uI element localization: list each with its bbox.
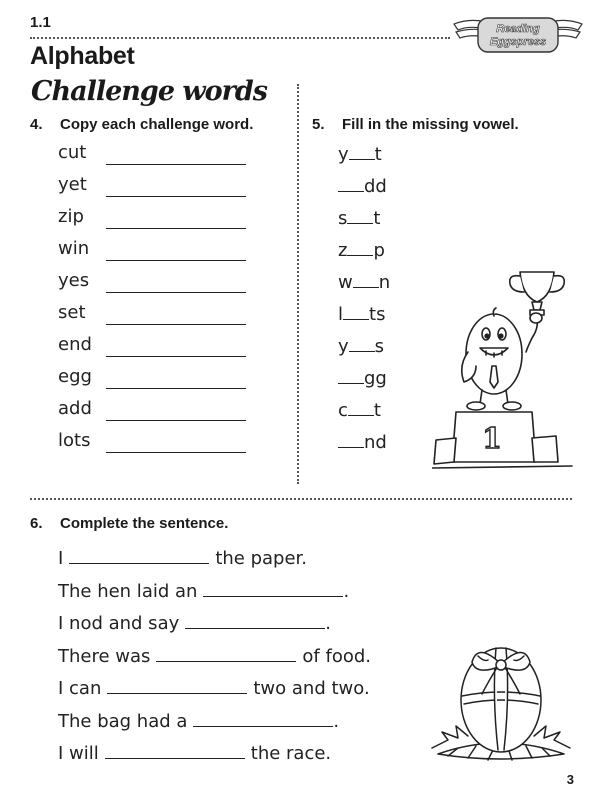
q5-item-before: c — [338, 400, 348, 421]
q4-heading — [30, 116, 253, 133]
q6-number: 6. — [30, 515, 43, 532]
q6-sentence-start: The bag had a — [58, 710, 188, 732]
q6-sentence-end: of food. — [302, 645, 372, 667]
q6-sentence-start: I nod and say — [58, 613, 180, 634]
q5-heading — [312, 116, 519, 133]
q4-answer-line[interactable] — [106, 228, 246, 229]
q4-word: end — [58, 334, 92, 355]
q5-item-before: z — [338, 240, 348, 261]
q6-sentence-end: . — [343, 580, 350, 602]
q4-instruction: Copy each challenge word. — [60, 116, 254, 133]
q6-answer-blank[interactable] — [185, 614, 325, 629]
q6-sentence-start: The hen laid an — [58, 580, 198, 602]
q5-item-before: y — [338, 336, 349, 357]
q5-item — [338, 240, 385, 261]
q4-answer-line[interactable] — [106, 292, 246, 293]
q6-sentence-end: . — [333, 710, 340, 732]
q4-word: zip — [58, 206, 84, 227]
q6-sentence-start: I can — [58, 678, 102, 699]
q6-sentence — [58, 646, 371, 667]
q6-answer-blank[interactable] — [203, 582, 343, 597]
q6-answer-blank[interactable] — [105, 744, 245, 759]
q5-vowel-blank[interactable] — [338, 369, 364, 384]
q4-answer-line[interactable] — [106, 356, 246, 357]
q5-item — [338, 304, 385, 325]
q6-sentence — [58, 581, 349, 602]
q6-heading — [30, 515, 228, 532]
podium-number: 1 — [482, 422, 502, 455]
q6-sentence-end: . — [325, 613, 331, 634]
top-dotted-rule — [30, 37, 450, 39]
q5-item-after: gg — [364, 368, 387, 389]
q5-vowel-blank[interactable] — [349, 337, 375, 352]
q4-answer-line[interactable] — [106, 388, 246, 389]
q5-vowel-blank[interactable] — [338, 433, 364, 448]
trophy-egg-illustration — [432, 262, 574, 480]
q6-sentence-end: two and two. — [253, 678, 370, 699]
q4-answer-line[interactable] — [106, 260, 246, 261]
q5-item-after: p — [373, 240, 385, 261]
q5-item-after: t — [374, 144, 382, 165]
q5-item — [338, 144, 382, 165]
q4-number: 4. — [30, 116, 43, 133]
q5-item-before: y — [338, 144, 349, 165]
q5-item — [338, 208, 380, 229]
logo-line1: Reading — [496, 23, 540, 35]
page-subtitle: Challenge words — [31, 76, 267, 107]
q6-answer-blank[interactable] — [193, 712, 333, 727]
q4-answer-line[interactable] — [106, 452, 246, 453]
q5-item-after: dd — [364, 176, 387, 197]
q5-item — [338, 368, 387, 389]
q4-answer-line[interactable] — [106, 324, 246, 325]
q6-sentence-end: the race. — [250, 743, 332, 764]
q5-item-after: t — [373, 208, 381, 229]
q5-item-after: ts — [369, 304, 386, 325]
q6-sentence-start: I — [58, 548, 64, 569]
q5-item — [338, 432, 387, 453]
page-number: 3 — [566, 772, 574, 787]
q5-item-after: t — [373, 400, 381, 421]
q4-word: egg — [58, 366, 92, 387]
q6-answer-blank[interactable] — [107, 679, 247, 694]
q4-word: lots — [58, 430, 91, 451]
reading-eggspress-logo — [450, 10, 586, 60]
q4-answer-line[interactable] — [106, 420, 246, 421]
q4-word: yet — [58, 174, 87, 195]
q4-word: set — [58, 302, 86, 323]
q6-answer-blank[interactable] — [69, 549, 209, 564]
section-dotted-rule — [30, 498, 572, 500]
q5-item-before: l — [338, 304, 344, 325]
q5-vowel-blank[interactable] — [347, 241, 373, 256]
q4-word: yes — [58, 270, 90, 291]
q6-sentence-start: There was — [58, 645, 151, 667]
egg-bow-illustration — [428, 636, 574, 764]
q5-instruction: Fill in the missing vowel. — [342, 116, 519, 133]
q5-item-before: s — [338, 208, 348, 229]
q5-item-before: w — [338, 272, 353, 293]
q6-sentence — [58, 743, 331, 764]
q4-word: add — [58, 398, 92, 419]
q5-item — [338, 400, 381, 421]
logo-line2: Eggspress — [489, 36, 547, 48]
unit-number: 1.1 — [30, 14, 51, 31]
q6-sentence-end: the paper. — [215, 548, 307, 569]
q6-sentence — [58, 613, 331, 634]
q6-sentence — [58, 711, 339, 732]
q5-vowel-blank[interactable] — [348, 401, 374, 416]
q6-sentence — [58, 678, 370, 699]
q5-vowel-blank[interactable] — [338, 177, 364, 192]
q6-sentence — [58, 548, 307, 569]
q6-instruction: Complete the sentence. — [60, 515, 229, 532]
q5-item-after: nd — [364, 432, 387, 453]
q5-item — [338, 272, 390, 293]
q6-sentence-start: I will — [58, 743, 99, 764]
q6-answer-blank[interactable] — [156, 647, 296, 662]
q4-word: win — [58, 238, 90, 259]
q4-answer-line[interactable] — [106, 196, 246, 197]
q5-vowel-blank[interactable] — [343, 305, 369, 320]
q5-vowel-blank[interactable] — [353, 273, 379, 288]
q5-item — [338, 176, 387, 197]
q5-vowel-blank[interactable] — [349, 145, 375, 160]
q5-number: 5. — [312, 116, 325, 133]
q5-vowel-blank[interactable] — [347, 209, 373, 224]
q4-word: cut — [58, 142, 87, 163]
column-divider — [297, 84, 299, 484]
q5-item-after: s — [374, 336, 385, 357]
page-title: Alphabet — [30, 42, 135, 70]
q4-answer-line[interactable] — [106, 164, 246, 165]
q5-item-after: n — [378, 272, 391, 293]
q5-item — [338, 336, 384, 357]
